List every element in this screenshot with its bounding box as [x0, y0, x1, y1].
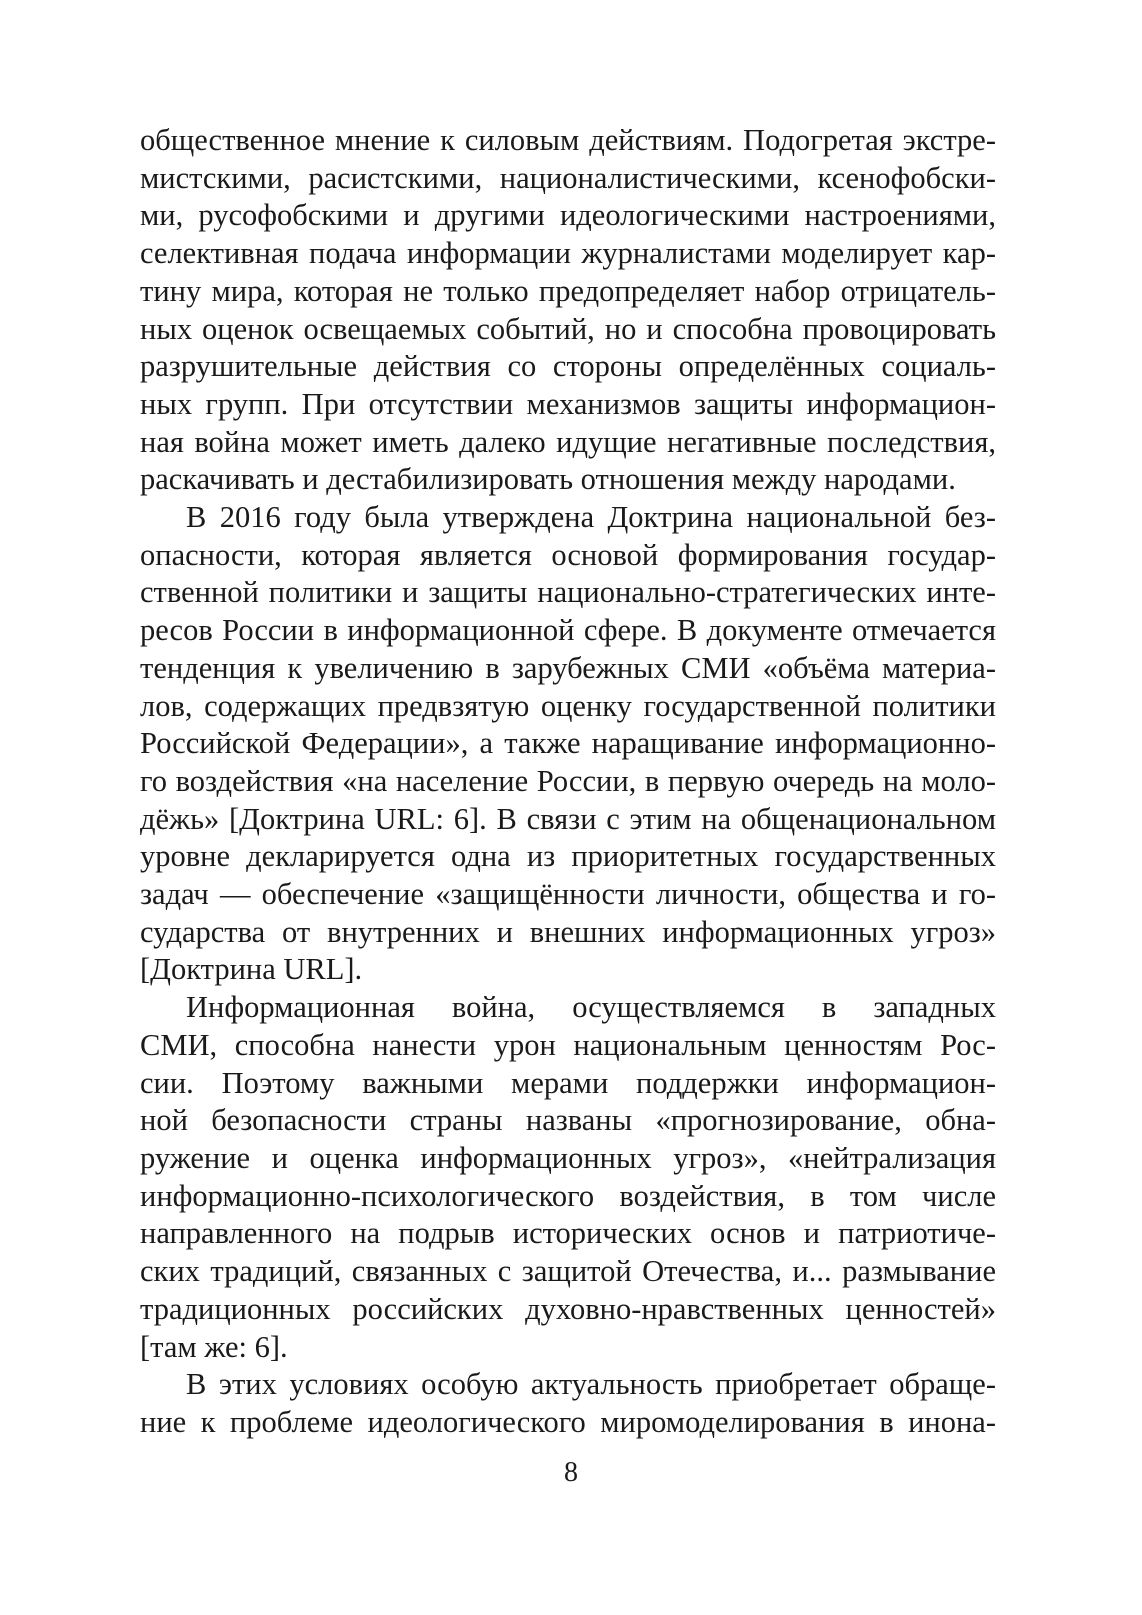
text-line: ной безопасности страны названы «прогнозирование, обна-: [140, 1103, 996, 1138]
text-line: ние к проблеме идеологического миромоделирования в инона-: [140, 1404, 996, 1439]
text-line: тину мира, которая не только предопределяет набор отрицатель-: [140, 273, 996, 308]
paragraph: [140, 989, 996, 1366]
text-line: ных оценок освещаемых событий, но и способна провоцировать: [140, 311, 996, 346]
text-line: информационно-психологического воздействия, в том числе: [140, 1178, 996, 1213]
text-line: сударства от внутренних и внешних информационных угроз»: [140, 914, 996, 949]
text-line: В 2016 году была утверждена Доктрина национальной без-: [186, 500, 996, 535]
text-line: ресов России в информационной сфере. В документе отмечается: [140, 613, 996, 648]
text-line: общественное мнение к силовым действиям. Подогретая экстре-: [140, 123, 996, 157]
text-line: дёжь» [Доктрина URL: 6]. В связи с этим на общенациональном: [140, 801, 996, 836]
text-line: го воздействия «на население России, в первую очередь на моло-: [140, 763, 996, 798]
paragraph: [140, 1366, 996, 1441]
text-line: селективная подача информации журналистами моделирует кар-: [140, 236, 996, 271]
text-line: тенденция к увеличению в зарубежных СМИ «объёма материа-: [140, 650, 996, 685]
text-line: ственной политики и защиты национально-стратегических инте-: [140, 575, 996, 610]
text-line: [Доктрина URL].: [140, 952, 363, 987]
paragraph: [140, 122, 996, 499]
text-line: направленного на подрыв исторических основ и патриотиче-: [140, 1216, 996, 1251]
text-line: ружение и оценка информационных угроз», «нейтрализация: [140, 1140, 996, 1175]
text-line: ных групп. При отсутствии механизмов защиты информацион-: [140, 386, 996, 421]
text-line: Информационная война, осуществляемся в западных: [186, 990, 996, 1025]
text-line: ная война может иметь далеко идущие негативные последствия,: [140, 424, 996, 459]
text-line: Российской Федерации», а также наращивание информационно-: [140, 726, 996, 761]
text-line: мистскими, расистскими, националистическими, ксенофобски-: [140, 160, 996, 195]
text-line: традиционных российских духовно-нравственных ценностей»: [140, 1291, 996, 1326]
text-line: опасности, которая является основой формирования государ-: [140, 537, 996, 572]
text-line: сии. Поэтому важными мерами поддержки информацион-: [140, 1065, 996, 1100]
text-line: ских традиций, связанных с защитой Отечества, и... размывание: [140, 1254, 996, 1289]
text-line: разрушительные действия со стороны определённых социаль-: [140, 349, 996, 384]
text-line: задач — обеспечение «защищённости личности, общества и го-: [140, 877, 996, 912]
text-line: [там же: 6].: [140, 1329, 288, 1364]
text-line: раскачивать и дестабилизировать отношения между народами.: [140, 462, 956, 497]
text-line: В этих условиях особую актуальность приобретает обраще-: [186, 1367, 996, 1402]
paragraph: [140, 499, 996, 989]
page-number: 8: [564, 1457, 578, 1488]
text-line: ми, русофобскими и другими идеологическими настроениями,: [140, 198, 996, 233]
body-text: [140, 122, 996, 1442]
text-line: СМИ, способна нанести урон национальным ценностям Рос-: [140, 1027, 996, 1062]
text-line: лов, содержащих предвзятую оценку государственной политики: [140, 688, 996, 723]
text-line: уровне декларируется одна из приоритетных государственных: [140, 839, 996, 874]
